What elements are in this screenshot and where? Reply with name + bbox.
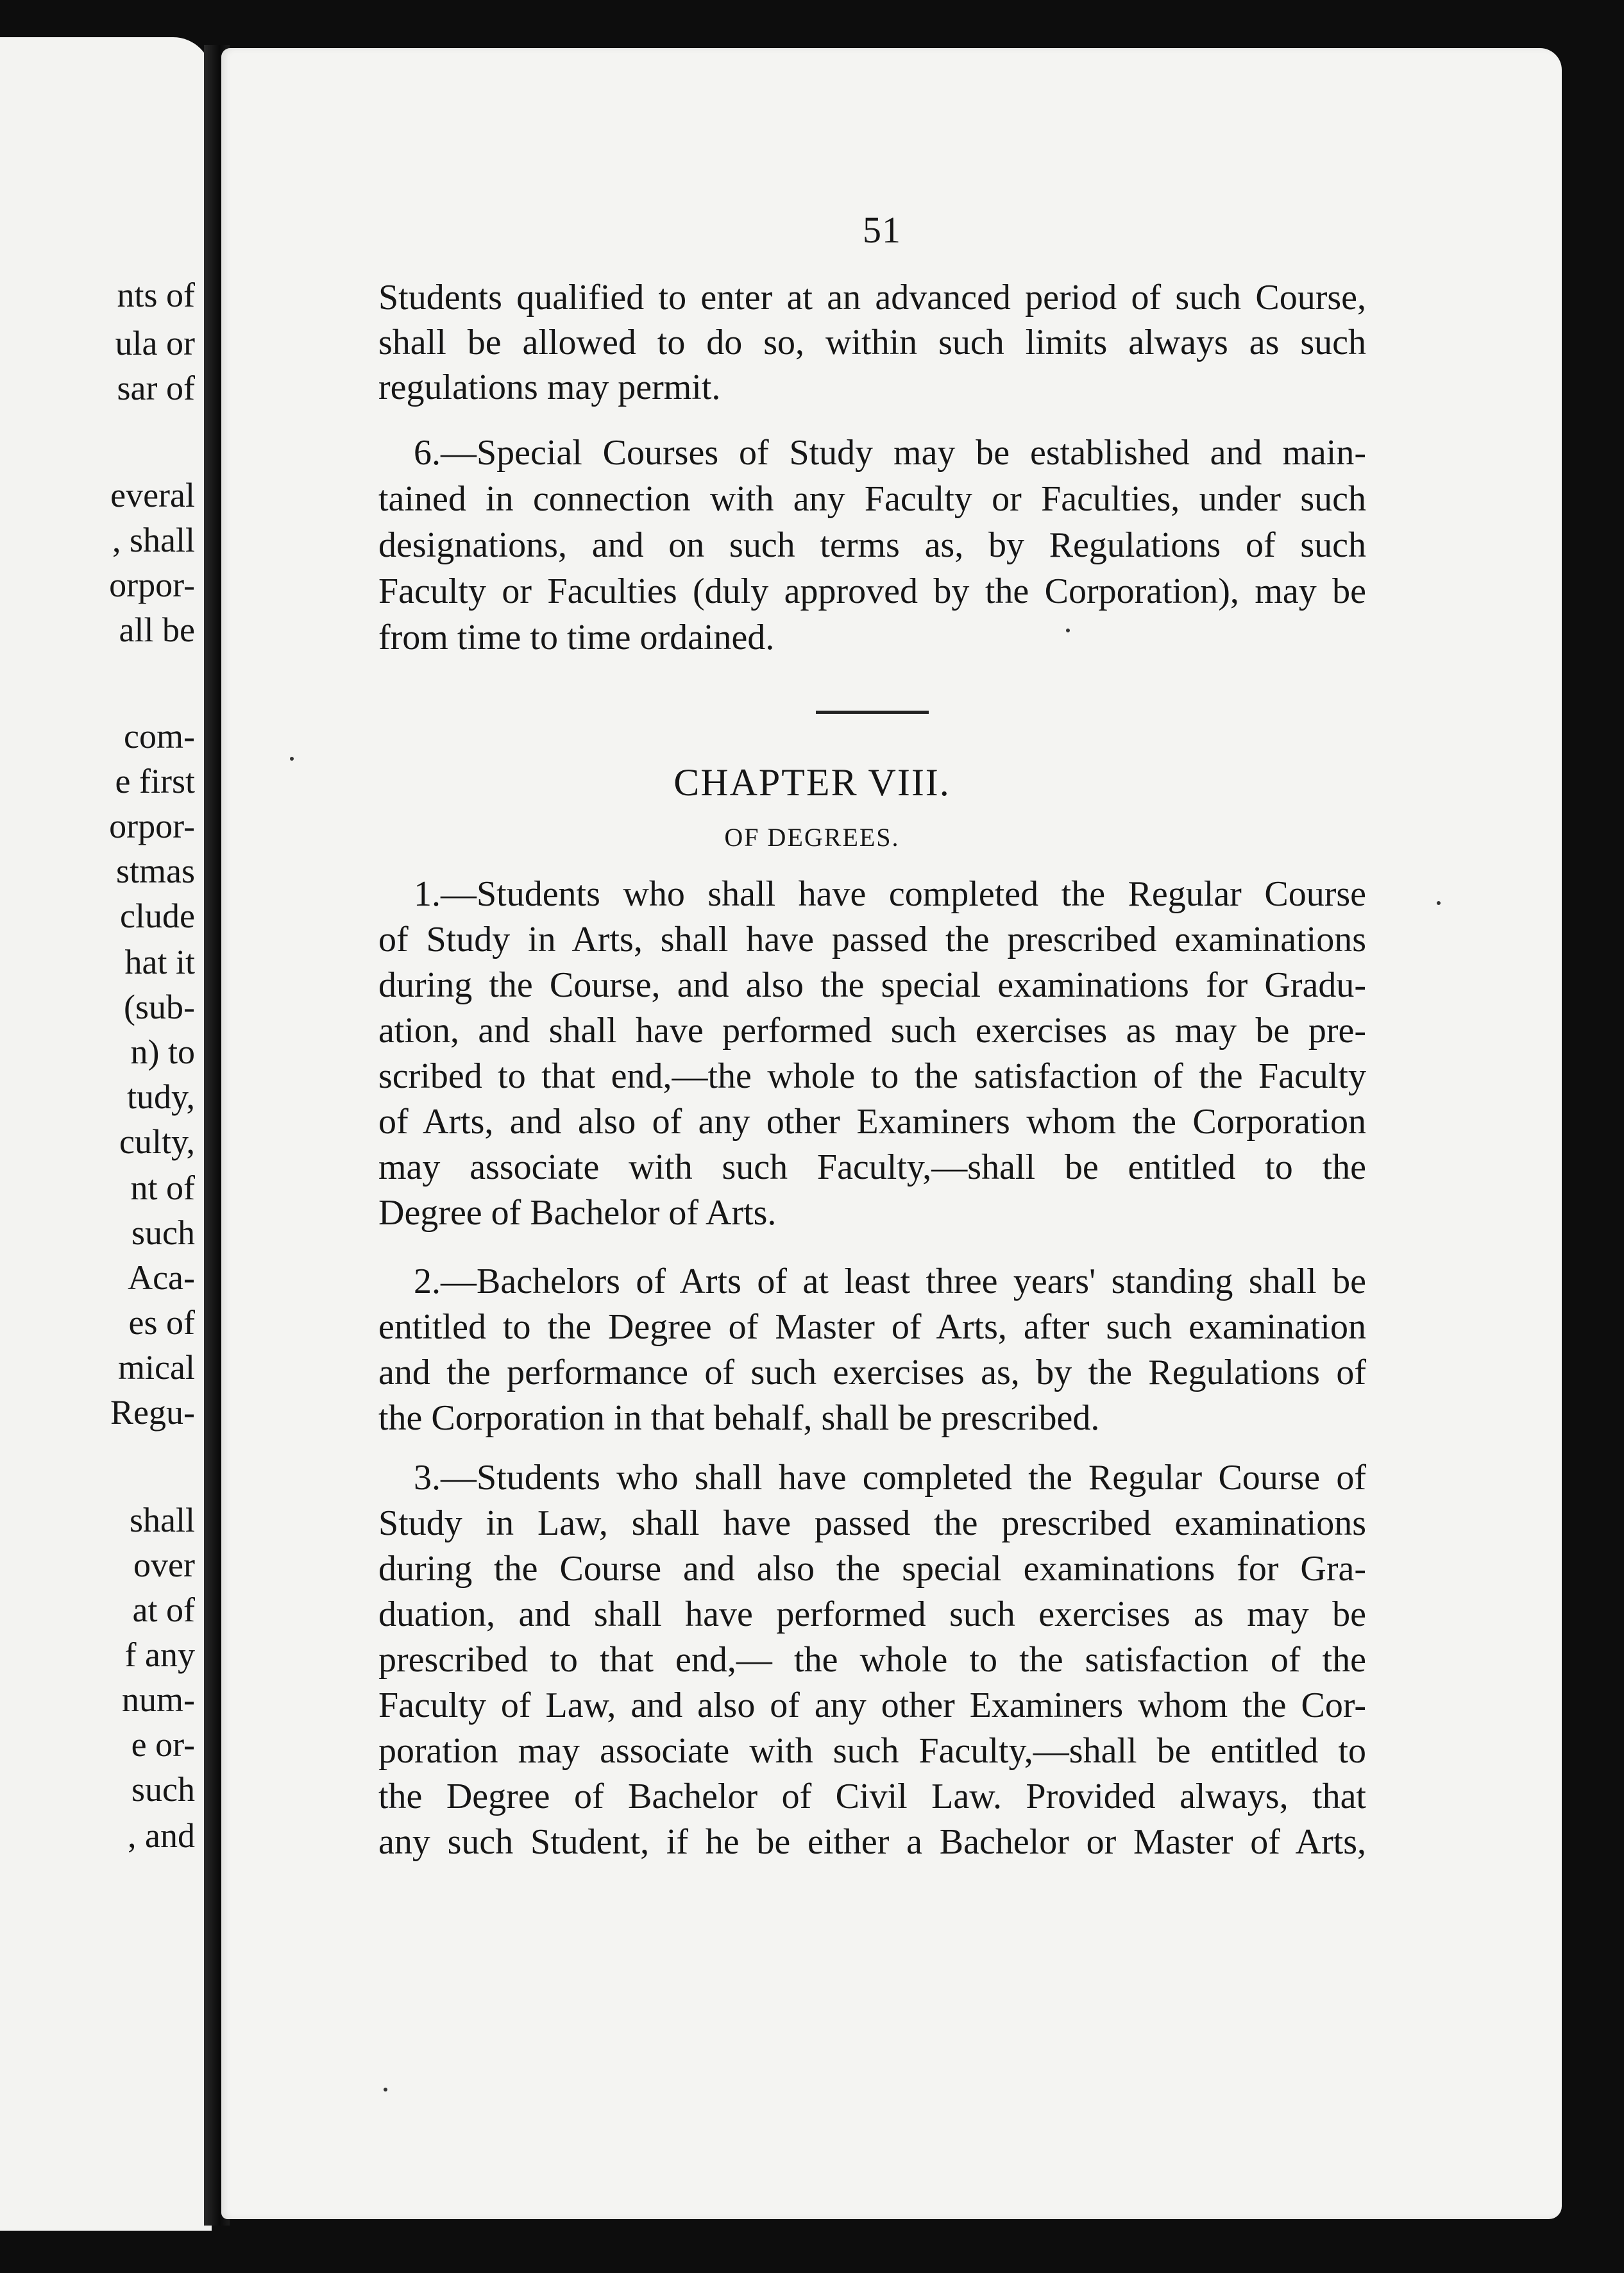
ink-speck (1437, 901, 1441, 905)
left-page-line: com- (124, 717, 195, 756)
continuation-line: Students qualified to enter at an advanced period of such Course, (378, 278, 1366, 317)
section-6-line: tained in connection with any Faculty or Faculties, under such (378, 479, 1366, 519)
section-3-line: during the Course and also the special examinations for Gra- (378, 1549, 1366, 1589)
left-page-line: nts of (117, 276, 195, 314)
section-3-line: poration may associate with such Faculty,—shall be entitled to (378, 1731, 1366, 1771)
left-page-line: es of (128, 1303, 195, 1342)
left-page-line: hat it (124, 943, 195, 981)
left-page-line: Regu- (110, 1393, 195, 1432)
section-2-line: entitled to the Degree of Master of Arts, after such examination (378, 1307, 1366, 1347)
left-page-line: all be (119, 611, 195, 649)
left-page-line: over (133, 1546, 195, 1584)
left-page-line: clude (120, 897, 195, 935)
left-page-line: everal (110, 476, 195, 514)
section-3-line: Faculty of Law, and also of any other Examiners whom the Cor- (378, 1686, 1366, 1725)
left-page-line: mical (118, 1348, 195, 1387)
section-2-line: 2.—Bachelors of Arts of at least three years' standing shall be (414, 1262, 1366, 1301)
continuation-line: shall be allowed to do so, within such limits always as such (378, 323, 1366, 362)
section-6-line: designations, and on such terms as, by Regulations of such (378, 525, 1366, 565)
section-3-line: prescribed to that end,— the whole to the satisfaction of the (378, 1640, 1366, 1680)
section-3-line: Study in Law, shall have passed the prescribed examinations (378, 1503, 1366, 1543)
ink-speck (290, 757, 294, 761)
ink-speck (384, 2088, 387, 2091)
continuation-line: regulations may permit. (378, 368, 721, 407)
section-3-line: 3.—Students who shall have completed the Regular Course of (414, 1458, 1366, 1498)
section-1-line: Degree of Bachelor of Arts. (378, 1193, 777, 1233)
page-number: 51 (863, 209, 901, 251)
section-6-line: 6.—Special Courses of Study may be established and main- (414, 433, 1366, 473)
section-3-line: any such Student, if he be either a Bachelor or Master of Arts, (378, 1822, 1366, 1862)
left-page-line: orpor- (109, 566, 195, 604)
left-page-line: orpor- (109, 807, 195, 845)
section-1-line: of Arts, and also of any other Examiners whom the Corporation (378, 1102, 1366, 1142)
left-page-line: sar of (117, 369, 195, 407)
section-3-line: the Degree of Bachelor of Civil Law. Provided always, that (378, 1777, 1366, 1816)
left-page-line: , and (128, 1816, 195, 1855)
section-1-line: scribed to that end,—the whole to the satisfaction of the Faculty (378, 1056, 1366, 1096)
section-1-line: of Study in Arts, shall have passed the prescribed examinations (378, 920, 1366, 959)
left-page-line: shall (130, 1501, 195, 1539)
left-page-line: culty, (119, 1122, 195, 1161)
left-page-line: e or- (131, 1725, 195, 1764)
section-1-line: 1.—Students who shall have completed the Regular Course (414, 874, 1366, 914)
left-page-line: tudy, (127, 1077, 195, 1116)
section-2-line: and the performance of such exercises as, by the Regulations of (378, 1353, 1366, 1392)
section-1-line: ation, and shall have performed such exercises as may be pre- (378, 1011, 1366, 1051)
section-6-line: from time to time ordained. (378, 618, 775, 657)
left-page-line: such (131, 1213, 195, 1252)
section-1-line: during the Course, and also the special examinations for Gradu- (378, 965, 1366, 1005)
left-page-line: Aca- (128, 1258, 195, 1297)
left-page-line: (sub- (124, 988, 195, 1026)
left-page-line: such (131, 1770, 195, 1809)
left-page-line: at of (132, 1591, 195, 1629)
left-facing-page (0, 37, 212, 2231)
section-heading: OF DEGREES. (724, 823, 900, 852)
left-page-line: ula or (115, 324, 195, 362)
ink-speck (1066, 629, 1070, 632)
section-6-line: Faculty or Faculties (duly approved by the Corporation), may be (378, 571, 1366, 611)
left-page-line: f any (124, 1635, 195, 1674)
section-divider-rule (816, 711, 929, 714)
section-2-line: the Corporation in that behalf, shall be prescribed. (378, 1398, 1100, 1438)
left-page-line: nt of (130, 1169, 195, 1207)
section-1-line: may associate with such Faculty,—shall be entitled to the (378, 1147, 1366, 1187)
left-page-line: n) to (130, 1033, 195, 1071)
left-page-line: e first (115, 762, 195, 800)
chapter-heading: CHAPTER VIII. (673, 761, 951, 804)
section-3-line: duation, and shall have performed such exercises as may be (378, 1594, 1366, 1634)
left-page-line: stmas (115, 852, 195, 890)
left-page-line: , shall (112, 521, 195, 559)
left-page-line: num- (122, 1680, 195, 1719)
